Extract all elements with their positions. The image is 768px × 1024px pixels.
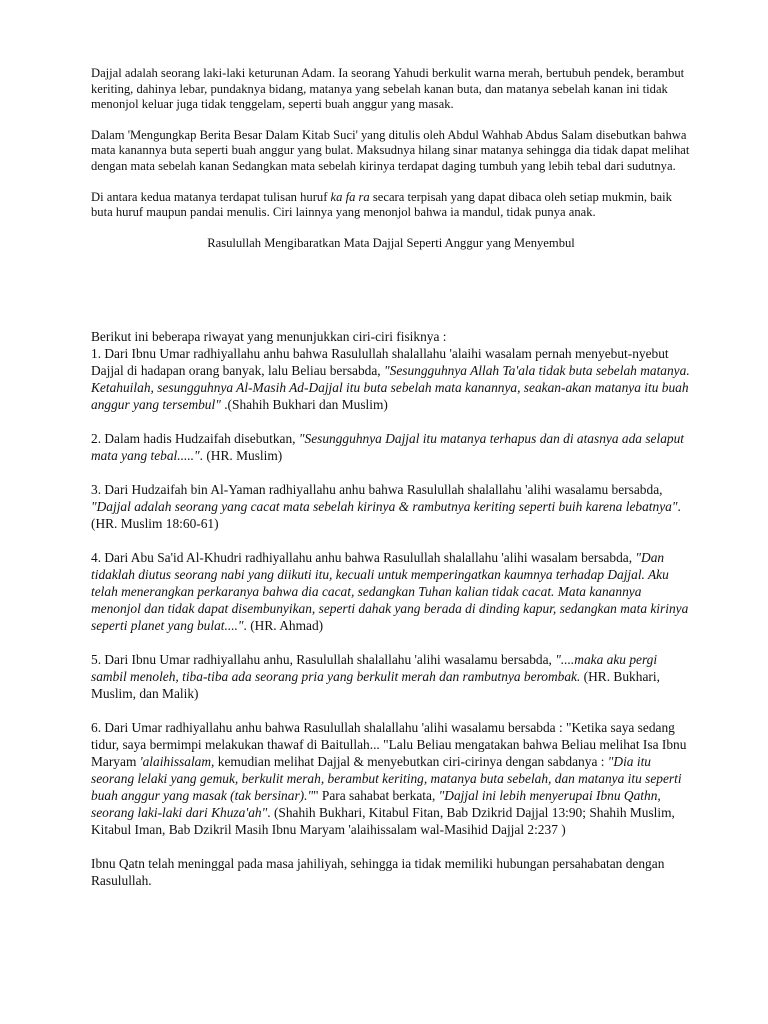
text-run: 3. Dari Hudzaifah bin Al-Yaman radhiyallahu anhu bahwa Rasulullah shalallahu 'alihi wasalamu bersabda,	[91, 482, 663, 498]
intro-paragraph-3	[91, 190, 691, 221]
text-run: 1. Dari Ibnu Umar radhiyallahu anhu bahwa Rasulullah shalallahu 'alaihi wasalam pernah menyebut-nyebut Dajjal di hadapan orang banyak, lalu Beliau bersabda,	[91, 346, 669, 379]
intro-paragraph-2: Dalam 'Mengungkap Berita Besar Dalam Kitab Suci' yang ditulis oleh Abdul Wahhab Abdus Salam disebutkan bahwa mata kanannya buta seperti buah anggur yang bulat. Maksudnya hilang sinar matanya sehingga dia tidak dapat melihat dengan mata sebelah kanan Sedangkan mata sebelah kirinya terdapat daging tumbuh yang lebih tebal dari sudutnya.	[91, 127, 690, 173]
intro-paragraph-1: Dajjal adalah seorang laki-laki keturunan Adam. Ia seorang Yahudi berkulit warna merah, bertubuh pendek, berambut keriting, dahinya lebar, pundaknya bidang, matanya yang sebelah kanan buta, dan matanya sebelah kanan ini tidak menonjol keluar juga tidak tenggelam, seperti buah anggur yang masak.	[91, 66, 685, 112]
list-item-6	[91, 719, 691, 838]
blank-space	[91, 251, 691, 328]
hadith-quote: "Dajjal ini lebih menyerupai Ibnu Qathn, seorang laki-laki dari Khuza'ah"	[91, 788, 661, 821]
closing-paragraph: Ibnu Qatn telah meninggal pada masa jahiliyah, sehingga ia tidak memiliki hubungan persahabatan dengan Rasulullah.	[91, 856, 665, 889]
hadith-quote: "Dia itu seorang lelaki yang gemuk, berkulit merah, berambut keriting, matanya buta sebelah, dan matanya itu seperti buah anggur yang masak (tak bersinar)."	[91, 754, 682, 804]
text-run: (HR. Bukhari, Muslim, dan Malik)	[91, 669, 660, 702]
list-intro: Berikut ini beberapa riwayat yang menunjukkan ciri-ciri fisiknya :	[91, 329, 447, 345]
text-run: , kemudian melihat Dajjal & menyebutkan ciri-cirinya dengan sabdanya :	[211, 754, 608, 770]
hadith-quote: "Sesungguhnya Dajjal itu matanya terhapus dan di atasnya ada selaput mata yang tebal....."	[91, 431, 685, 464]
honorific: 'alaihissalam	[139, 754, 212, 770]
hadith-quote: "....maka aku pergi sambil menoleh, tiba-tiba ada seorang pria yang berkulit merah dan rambutnya berombak.	[91, 652, 658, 685]
text-run: .(HR. Muslim 18:60-61)	[91, 499, 681, 532]
text-run: . (HR. Muslim)	[199, 448, 283, 464]
hadith-quote: "Dajjal adalah seorang yang cacat mata sebelah kirinya & rambutnya keriting seperti buih karena lebatnya"	[91, 499, 678, 515]
section-subtitle: Rasulullah Mengibaratkan Mata Dajjal Seperti Anggur yang Menyembul	[207, 235, 575, 250]
text-run: . (HR. Ahmad)	[243, 618, 324, 634]
list-item-5	[91, 651, 691, 702]
text-run: " Para sahabat berkata,	[313, 788, 439, 804]
list-item-4	[91, 549, 691, 634]
list-item-3	[91, 481, 691, 532]
text-run: . (Shahih Bukhari, Kitabul Fitan, Bab Dzikrid Dajjal 13:90; Shahih Muslim, Kitabul Iman, Bab Dzikril Masih Ibnu Maryam 'alaihissalam wal-Masihid Dajjal 2:237 )	[91, 805, 675, 838]
text-run: 2. Dalam hadis Hudzaifah disebutkan,	[91, 431, 299, 447]
hadith-quote: "Dan tidaklah diutus seorang nabi yang diikuti itu, kecuali untuk memperingatkan kaumnya terhadap Dajjal. Aku telah menerangkan perkaranya bahwa dia cacat, sedangkan Tuhan kalian tidak cacat. Mata kanannya menonjol dan tidak dapat disembunyikan, seperti dahak yang berada di dinding kapur, sedangkan mata kirinya seperti planet yang bulat...."	[91, 550, 689, 634]
text-run: Di antara kedua matanya terdapat tulisan huruf	[91, 189, 331, 204]
list-item-2	[91, 430, 691, 464]
text-run: 6. Dari Umar radhiyallahu anhu bahwa Rasulullah shalallahu 'alihi wasalamu bersabda : "Ketika saya sedang tidur, saya bermimpi melakukan thawaf di Baitullah... "Lalu Beliau mengatakan bahwa Beliau melihat Isa Ibnu Maryam	[91, 720, 687, 770]
hadith-quote: "Sesungguhnya Allah Ta'ala tidak buta sebelah matanya. Ketahuilah, sesungguhnya Al-Masih Ad-Dajjal itu buta sebelah mata kanannya, seakan-akan matanya itu buah anggur yang tersembul"	[91, 363, 690, 413]
text-run: secara terpisah yang dapat dibaca oleh setiap mukmin, baik buta huruf maupun pandai menulis. Ciri lainnya yang menonjol bahwa ia mandul, tidak punya anak.	[91, 189, 672, 220]
document-page	[91, 66, 691, 889]
list-intro-item-1	[91, 328, 691, 413]
text-run: 5. Dari Ibnu Umar radhiyallahu anhu, Rasulullah shalallahu 'alihi wasalamu bersabda,	[91, 652, 556, 668]
text-run: .(Shahih Bukhari dan Muslim)	[220, 397, 388, 413]
text-run: 4. Dari Abu Sa'id Al-Khudri radhiyallahu anhu bahwa Rasulullah shalallahu 'alihi wasalam bersabda,	[91, 550, 636, 566]
italic-term: ka fa ra	[330, 189, 370, 204]
